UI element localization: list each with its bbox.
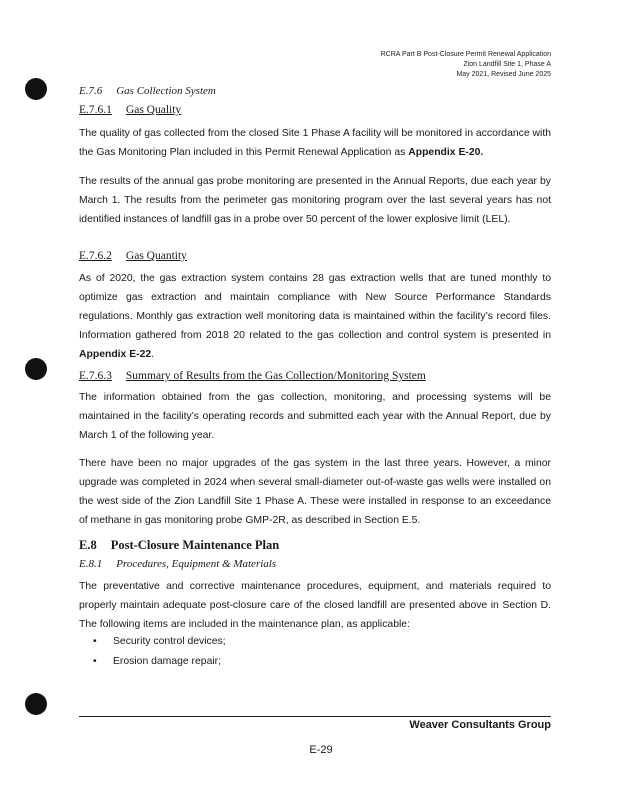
heading-number: E.8 [79,538,97,552]
heading-e761 [79,104,551,116]
heading-number: E.7.6.3 [79,370,112,382]
heading-e76 [79,85,551,97]
paragraph-gas-system-upgrades [79,454,551,530]
heading-title: Gas Quality [125,104,182,116]
heading-title: Gas Collection System [116,85,216,97]
paragraph-maintenance-plan [79,577,551,634]
list-item-text: Erosion damage repair; [113,656,222,667]
binder-hole-bottom [25,693,47,715]
footer-firm-name: Weaver Consultants Group [409,719,551,731]
paragraph-text: The quality of gas collected from the closed Site 1 Phase A facility will be monitored in accordance with the Gas Monitoring Plan included in this Permit Renewal Application as [79,128,551,158]
heading-e762 [79,250,551,262]
heading-title: Procedures, Equipment & Materials [116,558,277,570]
paragraph-text: The information obtained from the gas collection, monitoring, and processing systems will be maintained in the facility’s operating records and submitted each year with the Annual Report, due by March 1 of the following year. [79,392,551,441]
footer-divider [79,716,551,717]
bullet-icon: • [93,636,97,647]
heading-title: Summary of Results from the Gas Collection/Monitoring System [125,370,426,382]
heading-e81 [79,558,551,570]
paragraph-end: . [151,349,155,360]
running-header [381,50,551,80]
paragraph-results-reporting [79,388,551,445]
heading-title: Post-Closure Maintenance Plan [110,538,280,552]
header-line-3: May 2021, Revised June 2025 [456,71,551,78]
heading-number: E.7.6.1 [79,104,112,116]
header-line-1: RCRA Part B Post-Closure Permit Renewal Application [380,51,551,58]
paragraph-text: As of 2020, the gas extraction system contains 28 gas extraction wells that are tuned monthly to optimize gas extraction and maintain compliance with New Source Performance Standards regulations. Monthly gas extraction well monitoring data is maintained within the facility’s record files. Information gathered from 2018 20 related to the gas collection and control system is presented in [79,273,551,341]
header-line-2: Zion Landfill Site 1, Phase A [463,61,551,68]
heading-e8 [79,538,551,553]
heading-number: E.8.1 [79,558,103,570]
appendix-reference: Appendix E-22 [79,349,152,360]
paragraph-text: The preventative and corrective maintenance procedures, equipment, and materials required to properly maintain adequate post-closure care of the closed landfill are presented above in Section D. The following items are included in the maintenance plan, as applicable: [79,581,551,630]
heading-title: Gas Quantity [125,250,187,262]
heading-number: E.7.6.2 [79,250,112,262]
bullet-icon: • [93,656,97,667]
list-item-text: Security control devices; [113,636,226,647]
paragraph-text: The results of the annual gas probe monitoring are presented in the Annual Reports, due each year by March 1. The results from the perimeter gas monitoring program over the last several years has not identified instances of landfill gas in a probe over 50 percent of the lower explosive limit (LEL). [79,176,551,225]
heading-e763 [79,370,551,382]
appendix-reference: Appendix E-20. [408,147,484,158]
paragraph-gas-quantity [79,269,551,364]
binder-hole-top [25,78,47,100]
heading-number: E.7.6 [79,85,103,97]
paragraph-text: There have been no major upgrades of the gas system in the last three years. However, a minor upgrade was completed in 2024 when several small-diameter out-of-waste gas wells were installed on the west side of the Zion Landfill Site 1 Phase A. These were installed in response to an exceedance of methane in gas monitoring probe GMP-2R, as described in Section E.5. [79,458,551,526]
paragraph-probe-monitoring [79,172,551,229]
paragraph-gas-quality [79,124,551,162]
binder-hole-middle [25,358,47,380]
page-number: E-29 [309,744,333,756]
list-item [93,632,226,651]
list-item [93,652,221,671]
